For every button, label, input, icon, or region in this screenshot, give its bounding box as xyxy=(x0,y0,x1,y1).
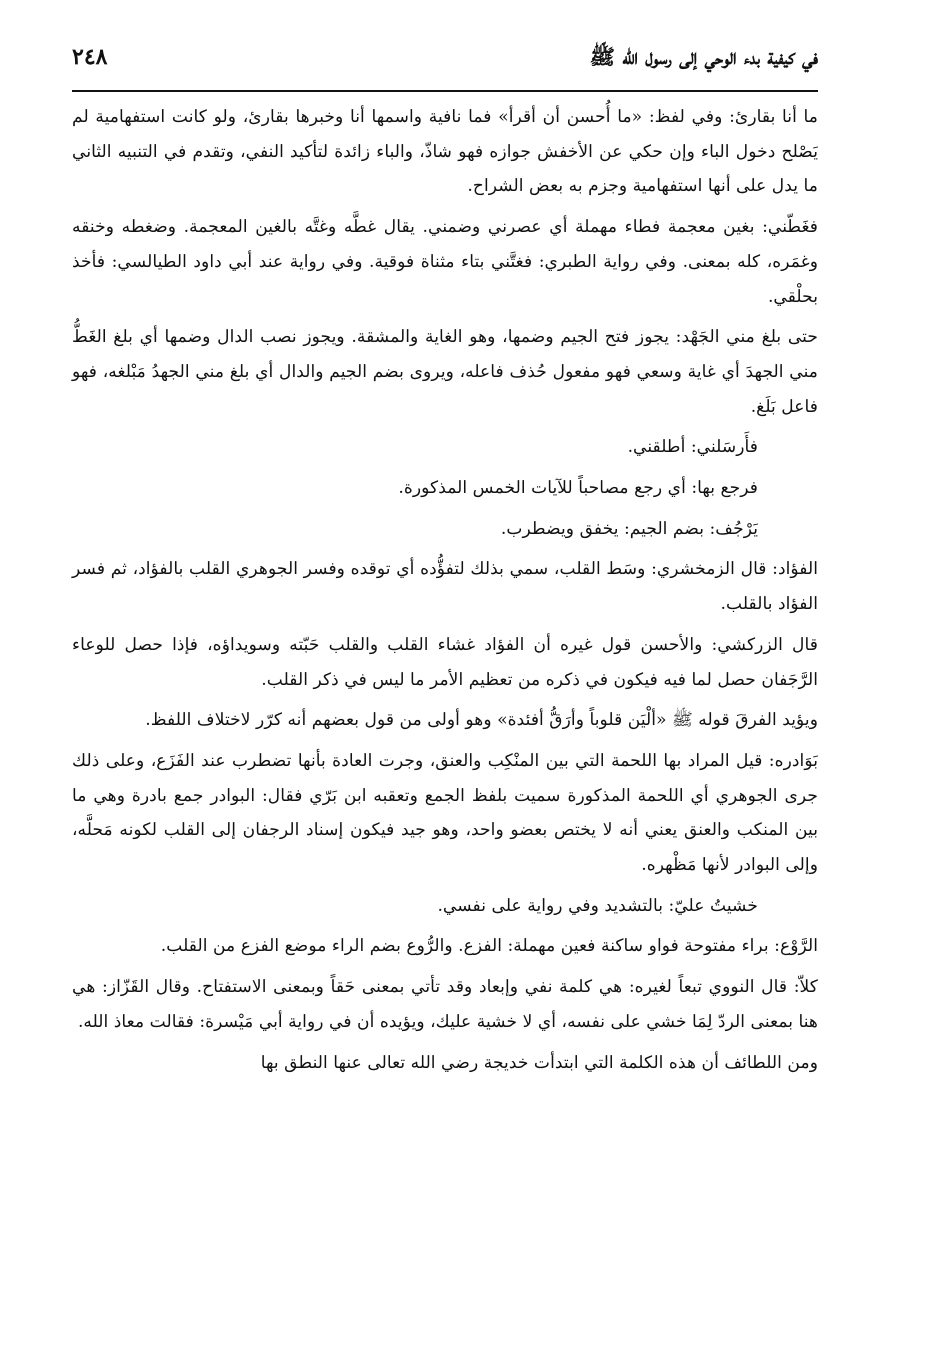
paragraph-ma-ana-biqari: ما أنا بقارئ: وفي لفظ: «ما أُحسن أن أقرأ» فما نافية واسمها أنا وخبرها بقارئ، ولو كانت استفهامية لم يَصْلح دخول الباء وإن حكي عن الأخفش جوازه فهو شاذّ، والباء زائدة لتأكيد النفي، وتقدم في التنبيه الثاني ما يدل على أنها استفهامية وجزم به بعض الشراح. xyxy=(72,107,818,197)
running-title: في كيفية بدء الوحي إلى رسول الله ﷺ xyxy=(589,44,818,69)
paragraph-yuayyid: ويؤيد الفرقَ قوله ﷺ «ألْيَن قلوباً وأرَقُّ أفئدة» وهو أولى من قول بعضهم أنه كرّر لاختلاف اللفظ. xyxy=(145,710,818,731)
paragraph-kalla: كلاّ: قال النووي تبعاً لغيره: هي كلمة نفي وإبعاد وقد تأتي بمعنى حَقاً وبمعنى الاستفتاح. وقال القَزّاز: هي هنا بمعنى الردّ لِمَا خشي على نفسه، أي لا خشية عليك، ويؤيده أن في رواية أبي مَيْسرة: فقالت معاذ الله. xyxy=(72,977,818,1032)
paragraph-alfuad: الفؤاد: قال الزمخشري: وسَط القلب، سمي بذلك لتفؤُّده أي توقده وفسر الجوهري القلب بالفؤاد، ثم فسر الفؤاد بالقلب. xyxy=(72,559,818,615)
paragraph-faghattani: فغَطّني: بغين معجمة فطاء مهملة أي عصرني وضمني. يقال غطَّه وغتَّه بالغين المعجمة. وضغطه وخنقه وغمَره، كله بمعنى. وفي رواية الطبري: فغتَّني بتاء مثناة فوقية. وفي رواية عند أبي داود الطيالسي: فأخذ بحلْقي. xyxy=(72,217,818,307)
paragraph-yarjuf: يَرْجُف: بضم الجيم: يخفق ويضطرب. xyxy=(500,518,758,539)
page-header xyxy=(72,40,818,84)
paragraph-arraw: الرَّوْع: براء مفتوحة فواو ساكنة فعين مهملة: الفزع. والرُّوع بضم الراء موضع الفزع من القلب. xyxy=(160,936,818,957)
paragraph-farajaa-biha: فرجع بها: أي رجع مصاحباً للآيات الخمس المذكورة. xyxy=(398,478,758,499)
paragraph-zarkashi: قال الزركشي: والأحسن قول غيره أن الفؤاد غشاء القلب والقلب حَبّته وسويداؤه، فإذا حصل للوعاء الرَّجَفان حصل لما فيه فيكون في ذكره من تعظيم الأمر ما ليس في ذكر القلب. xyxy=(72,634,818,690)
paragraph-fa-arsalani: فأَرسَلني: أطلقني. xyxy=(627,437,758,458)
header-rule xyxy=(72,90,818,92)
paragraph-bawadiruh: بَوَادره: قيل المراد بها اللحمة التي بين المنْكِب والعنق، وجرت العادة بأنها تضطرب عند الفَزَع، وعلى ذلك جرى الجوهري أي اللحمة المذكورة سميت بلفظ الجمع وتعقبه ابن بَرّي فقال: البوادر جمع بادرة وهي ما بين المنكب والعنق يعني أنه لا يختص بعضو واحد، وهو جيد فيكون إسناد الرجفان إلى القلب لكونه مَحلَّه، وإلى البوادر لأنها مَظْهره. xyxy=(72,750,818,876)
page-body xyxy=(72,100,818,1080)
paragraph-khashitu: خشيتُ عليّ: بالتشديد وفي رواية على نفسي. xyxy=(437,895,758,916)
page-number: ٢٤٨ xyxy=(72,44,108,70)
paragraph-allataif: ومن اللطائف أن هذه الكلمة التي ابتدأت خديجة رضي الله تعالى عنها النطق بها xyxy=(260,1052,818,1073)
paragraph-hatta-balagha: حتى بلغ مني الجَهْد: يجوز فتح الجيم وضمها، وهو الغاية والمشقة. ويجوز نصب الدال وضمها أي بلغ الغَطُّ مني الجهدَ أي غاية وسعي فهو مفعول حُذف فاعله، ويروى بضم الجيم والدال أي بلغ مني الجهدُ مَبْلغه، فهو فاعل بَلَغ. xyxy=(72,327,818,417)
